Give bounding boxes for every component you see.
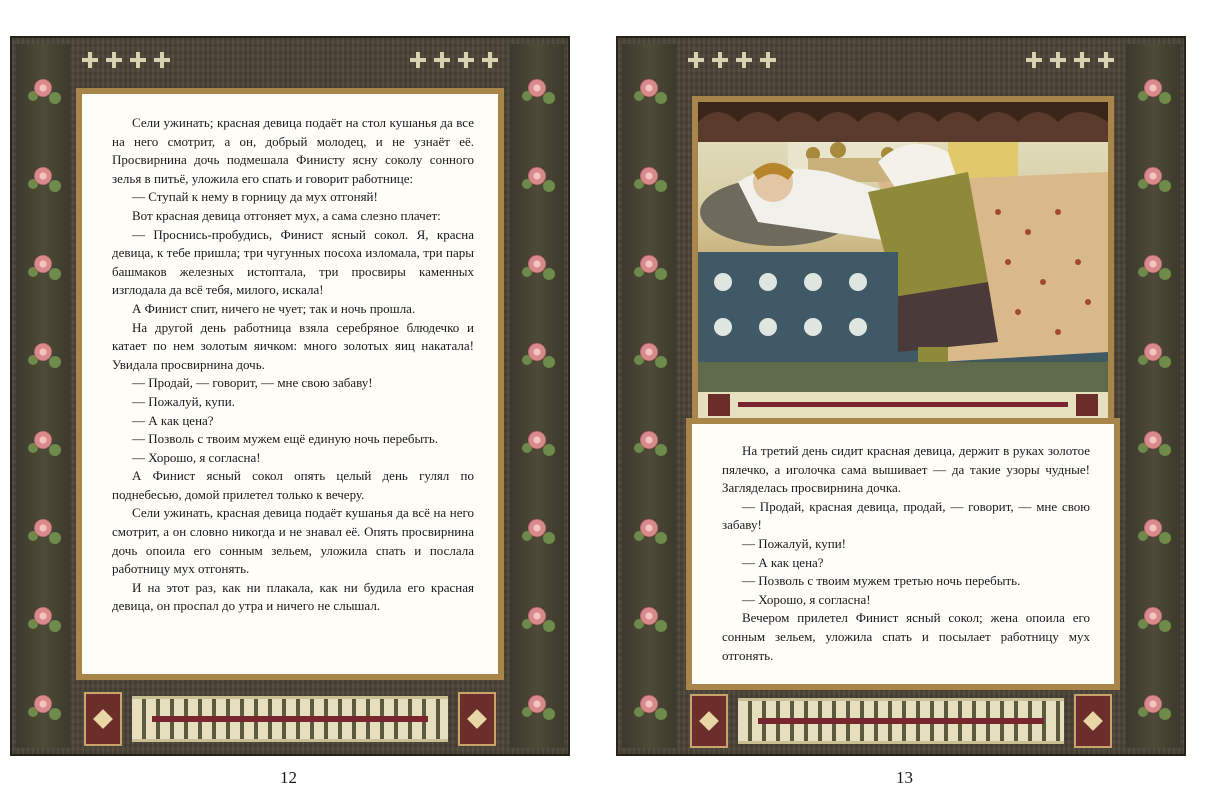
flower-icon: [528, 255, 546, 273]
ornament-strip: [738, 698, 1064, 744]
flower-icon: [640, 79, 658, 97]
flower-icon: [34, 519, 52, 537]
right-text-frame: [686, 418, 1120, 690]
paragraph: — Продай, красная девица, продай, — говорит, — мне свою забаву!: [722, 498, 1090, 533]
flower-icon: [640, 607, 658, 625]
cross-ornament-icon: [1026, 52, 1042, 68]
dome: [830, 142, 846, 158]
flower-icon: [528, 167, 546, 185]
paragraph: — Проснись-пробудись, Финист ясный сокол. Я, красна девица, к тебе пришла; три чугунных посоха изломала, три пары башмаков железных истоптала, три просвиры каменных изглодала да всё тебя, милого, искала!: [112, 226, 474, 298]
paragraph: — А как цена?: [742, 554, 824, 570]
paragraph: Сели ужинать, красная девица подаёт кушанья да всё на него смотрит, а он словно никогда и не знавал её. Опять просвирнина дочь опоила его сонным зельем, уложила спать и послала работницу мух отгонять.: [112, 505, 474, 577]
cross-ornament-icon: [106, 52, 122, 68]
bottom-ornament-band: [84, 684, 496, 754]
flower-icon: [34, 431, 52, 449]
bottom-ornament-band: [690, 686, 1112, 756]
flower-icon: [528, 519, 546, 537]
flower-vine-border-left: [622, 44, 676, 748]
cross-ornament-icon: [1098, 52, 1114, 68]
medallion-ornament-icon: [690, 694, 728, 748]
cross-ornament-icon: [736, 52, 752, 68]
paragraph: — Позволь с твоим мужем ещё единую ночь перебыть.: [132, 431, 439, 447]
cross-ornament-icon: [1074, 52, 1090, 68]
flower-icon: [34, 167, 52, 185]
medallion-ornament-icon: [708, 394, 730, 416]
flower-icon: [1144, 607, 1162, 625]
flower-icon: [1144, 167, 1162, 185]
illustration: [698, 102, 1108, 418]
cross-ornaments: [82, 52, 170, 68]
flower-vine-border-right: [1126, 44, 1180, 748]
illustration-drawing: [698, 102, 1108, 418]
flower-icon: [1144, 79, 1162, 97]
paragraph: Сели ужинать; красная девица подаёт на стол кушанья да все на него смотрит, а он, добрый молодец, и не узнаёт её. Просвирнина дочь подмешала Финисту ясну соколу сонного зелья в питьё, уложила его спать и говорит работнице:: [112, 115, 474, 186]
paragraph: — Позволь с твоим мужем третью ночь перебыть.: [742, 573, 1021, 589]
flower-icon: [1144, 343, 1162, 361]
flower-icon: [528, 343, 546, 361]
cross-ornaments: [410, 52, 498, 68]
flower-icon: [34, 607, 52, 625]
cross-ornament-icon: [130, 52, 146, 68]
cross-ornaments: [688, 52, 776, 68]
paragraph: Вот красная девица отгоняет мух, а сама слезно плачет:: [132, 207, 441, 223]
paragraph: На другой день работница взяла серебряное блюдечко и катает по нем золотым яичком: много золотых яиц накатала! Увидала просвирнина дочь.: [112, 319, 474, 372]
cross-ornaments: [1026, 52, 1114, 68]
page-number-left: 12: [280, 768, 297, 787]
flower-icon: [34, 255, 52, 273]
paragraph: — Пожалуй, купи.: [132, 393, 235, 409]
flower-icon: [528, 431, 546, 449]
flower-icon: [1144, 431, 1162, 449]
flower-icon: [528, 607, 546, 625]
cross-ornament-icon: [434, 52, 450, 68]
flower-icon: [528, 695, 546, 713]
flower-icon: [1144, 255, 1162, 273]
flower-icon: [1144, 519, 1162, 537]
flower-icon: [640, 519, 658, 537]
flower-icon: [34, 695, 52, 713]
paragraph: А Финист спит, ничего не чует; так и ночь прошла.: [132, 300, 416, 316]
cross-ornament-icon: [410, 52, 426, 68]
paragraph: На третий день сидит красная девица, держит в руках золотое пялечко, а иголочка сама вышивает — да такие узоры чудные! Загляделась просвирнина дочка.: [722, 443, 1090, 496]
paragraph: Вечером прилетел Финист ясный сокол; жена опоила его сонным зельем, уложила спать и посылает работницу мух отгонять.: [722, 610, 1090, 663]
paragraph: — Пожалуй, купи!: [742, 535, 846, 551]
paragraph: — Ступай к нему в горницу да мух отгоняй!: [132, 189, 378, 205]
right-page: [616, 36, 1186, 756]
flower-icon: [34, 79, 52, 97]
page-number-right: 13: [896, 768, 913, 787]
flower-vine-border-right: [510, 44, 564, 748]
medallion-ornament-icon: [1076, 394, 1098, 416]
flower-icon: [640, 695, 658, 713]
cross-ornament-icon: [712, 52, 728, 68]
top-ornament-band: [674, 40, 1128, 80]
cross-ornament-icon: [1050, 52, 1066, 68]
flower-icon: [528, 79, 546, 97]
flower-icon: [640, 167, 658, 185]
flower-vine-border-left: [16, 44, 70, 748]
flower-icon: [640, 343, 658, 361]
left-text-frame: [76, 88, 504, 680]
paragraph: — А как цена?: [132, 412, 214, 428]
flower-icon: [34, 343, 52, 361]
medallion-ornament-icon: [1074, 694, 1112, 748]
paragraph: — Хорошо, я согласна!: [742, 591, 871, 607]
cross-ornament-icon: [760, 52, 776, 68]
top-ornament-band: [68, 40, 512, 80]
flower-icon: [640, 255, 658, 273]
floor: [698, 362, 1108, 392]
cross-ornament-icon: [154, 52, 170, 68]
paragraph: — Продай, — говорит, — мне свою забаву!: [132, 375, 373, 391]
left-page: [10, 36, 570, 756]
medallion-ornament-icon: [84, 692, 122, 746]
cross-ornament-icon: [688, 52, 704, 68]
paragraph: — Хорошо, я согласна!: [132, 449, 261, 465]
right-text-box: [692, 424, 1114, 684]
paragraph: А Финист ясный сокол опять целый день гулял по поднебесью, домой прилетел только к вечеру.: [112, 468, 474, 502]
cross-ornament-icon: [458, 52, 474, 68]
flower-icon: [640, 431, 658, 449]
tiled-bench: [698, 252, 898, 362]
medallion-ornament-icon: [458, 692, 496, 746]
flower-icon: [1144, 695, 1162, 713]
illustration-frame: [692, 96, 1114, 424]
paragraph: И на этот раз, как ни плакала, как ни будила его красная девица, он проспал до утра и ничего не слышал.: [112, 579, 474, 614]
left-text-box: [82, 94, 498, 674]
ornament-strip: [132, 696, 448, 742]
cross-ornament-icon: [82, 52, 98, 68]
cross-ornament-icon: [482, 52, 498, 68]
